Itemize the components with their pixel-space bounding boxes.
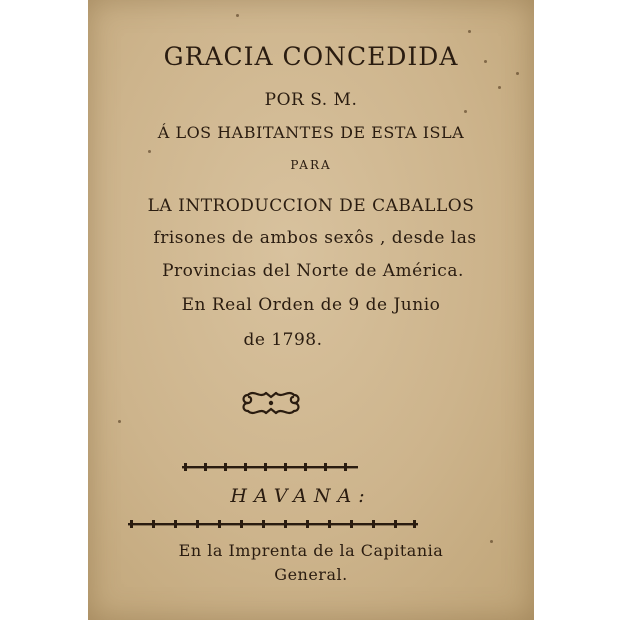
line-habitantes: Á LOS HABITANTES DE ESTA ISLA [157, 123, 465, 142]
decorative-rule-bottom [128, 518, 418, 530]
ink-speck [468, 30, 471, 33]
place-of-printing: HAVANA: [230, 485, 372, 507]
ink-speck [236, 14, 239, 17]
ink-speck [464, 110, 467, 113]
line-fecha: de 1798. [243, 330, 323, 350]
line-introduccion: LA INTRODUCCION DE CABALLOS [147, 196, 475, 216]
title-page [88, 0, 534, 620]
ink-speck [148, 150, 151, 153]
ink-speck [498, 86, 501, 89]
ink-speck [516, 72, 519, 75]
line-provincias: Provincias del Norte de América. [162, 261, 464, 281]
line-orden: En Real Orden de 9 de Junio [181, 295, 441, 315]
ink-speck [118, 420, 121, 423]
line-por: POR S. M. [264, 90, 358, 110]
fleuron-ornament-icon [240, 385, 302, 421]
line-frisones: frisones de ambos sexôs , desde las [153, 228, 477, 248]
decorative-rule-top [182, 461, 358, 473]
imprint-line-1: En la Imprenta de la Capitania [178, 541, 444, 560]
title: GRACIA CONCEDIDA [163, 42, 459, 71]
imprint-line-2: General. [274, 565, 348, 584]
line-para: PARA [290, 158, 332, 172]
